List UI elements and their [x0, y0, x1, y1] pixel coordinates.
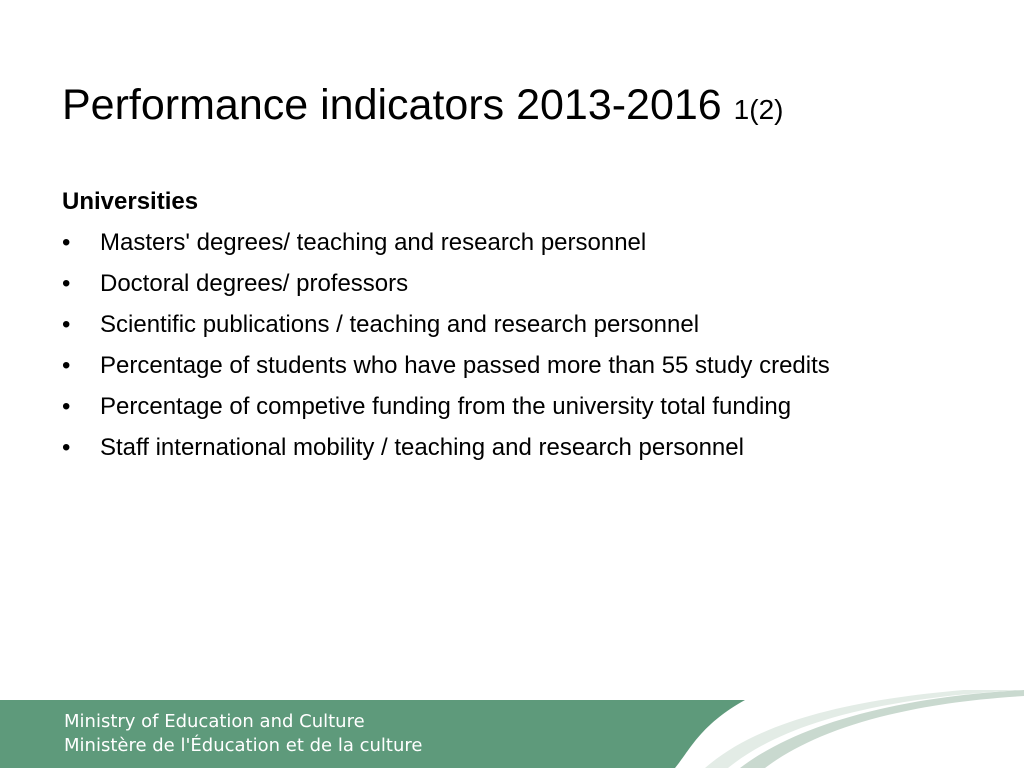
ministry-logo-text	[64, 710, 422, 758]
list-item	[62, 308, 942, 341]
slide-title-text: Performance indicators 2013-2016	[62, 81, 722, 129]
list-item-text: Staff international mobility / teaching and research personnel	[100, 434, 744, 461]
list-item-text: Doctoral degrees/ professors	[100, 270, 409, 297]
ministry-name-en: Ministry of Education and Culture	[64, 711, 365, 732]
footer-swoosh-light	[705, 690, 1024, 768]
list-item-text: Percentage of competive funding from the university total funding	[100, 393, 792, 420]
page-indicator: 1(2)	[733, 94, 784, 125]
list-item	[62, 267, 942, 300]
bullet-icon: •	[62, 393, 71, 420]
bullet-icon: •	[62, 270, 71, 297]
list-item	[62, 349, 942, 382]
bullet-icon: •	[62, 434, 71, 461]
list-item	[62, 226, 942, 259]
list-item-text: Masters' degrees/ teaching and research personnel	[100, 229, 647, 256]
bullet-icon: •	[62, 352, 71, 379]
list-item	[62, 431, 942, 464]
list-item	[62, 390, 942, 423]
list-item-text: Percentage of students who have passed more than 55 study credits	[100, 352, 830, 379]
bullet-icon: •	[62, 229, 71, 256]
section-heading: Universities	[62, 188, 199, 215]
ministry-name-fr: Ministère de l'Éducation et de la culture	[64, 735, 423, 756]
bullet-list	[62, 226, 942, 464]
list-item-text: Scientific publications / teaching and research personnel	[100, 311, 700, 338]
slide-title	[62, 80, 783, 132]
bullet-icon: •	[62, 311, 71, 338]
slide-content	[62, 186, 942, 472]
footer-banner	[0, 690, 1024, 768]
